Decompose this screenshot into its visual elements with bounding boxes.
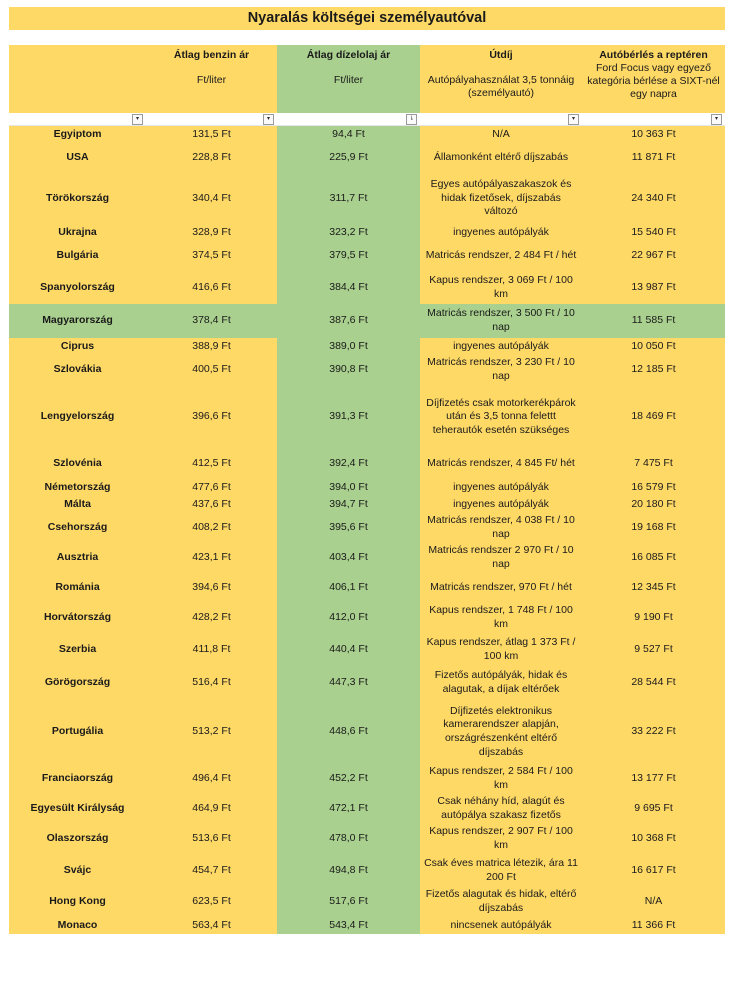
cell-rental-price: 11 366 Ft (582, 917, 725, 934)
sort-ascending-filter-icon[interactable]: ⇂ (406, 114, 417, 125)
cell-diesel-price: 225,9 Ft (277, 143, 420, 173)
table-row (9, 887, 725, 917)
cell-toll: Matricás rendszer 2 970 Ft / 10 nap (420, 543, 582, 573)
cell-diesel-price: 323,2 Ft (277, 224, 420, 241)
header-row (9, 45, 725, 113)
header-berles-sub: Ford Focus vagy egyező kategória bérlése a SIXT-nél egy napra (587, 62, 720, 100)
cell-rental-price: 10 050 Ft (582, 338, 725, 355)
cell-country: Görögország (9, 666, 146, 700)
cell-benzin-price: 412,5 Ft (146, 449, 277, 479)
cell-benzin-price: 394,6 Ft (146, 573, 277, 603)
cell-rental-price: 9 190 Ft (582, 603, 725, 633)
cell-country: USA (9, 143, 146, 173)
cell-country: Ciprus (9, 338, 146, 355)
table-row (9, 543, 725, 573)
table-row (9, 355, 725, 385)
cell-country: Portugália (9, 700, 146, 764)
cell-toll: ingyenes autópályák (420, 338, 582, 355)
filter-cell-dizel (277, 113, 420, 126)
cell-toll: Államonként eltérő díjszabás (420, 143, 582, 173)
cell-rental-price: 7 475 Ft (582, 449, 725, 479)
header-benzin-title: Átlag benzin ár (173, 49, 250, 61)
cell-toll: Kapus rendszer, 2 584 Ft / 100 km (420, 764, 582, 794)
cell-toll: ingyenes autópályák (420, 479, 582, 496)
table-row (9, 513, 725, 543)
cell-diesel-price: 395,6 Ft (277, 513, 420, 543)
table-row (9, 496, 725, 513)
cell-benzin-price: 396,6 Ft (146, 385, 277, 449)
filter-cell-utdij (420, 113, 582, 126)
cell-country: Románia (9, 573, 146, 603)
cell-rental-price: 16 579 Ft (582, 479, 725, 496)
cell-diesel-price: 448,6 Ft (277, 700, 420, 764)
filter-dropdown-icon[interactable]: ▾ (263, 114, 274, 125)
cell-benzin-price: 408,2 Ft (146, 513, 277, 543)
cell-toll: Fizetős alagutak és hidak, eltérő díjszabás (420, 887, 582, 917)
cell-rental-price: 19 168 Ft (582, 513, 725, 543)
header-dizel-title: Átlag dízelolaj ár (306, 49, 391, 61)
table-row (9, 126, 725, 143)
table-row (9, 385, 725, 449)
cell-diesel-price: 447,3 Ft (277, 666, 420, 700)
filter-cell-berles (582, 113, 725, 126)
cell-benzin-price: 477,6 Ft (146, 479, 277, 496)
filter-dropdown-icon[interactable]: ▾ (711, 114, 722, 125)
cell-rental-price: 10 368 Ft (582, 824, 725, 854)
table-row (9, 304, 725, 338)
cell-benzin-price: 464,9 Ft (146, 794, 277, 824)
cell-benzin-price: 400,5 Ft (146, 355, 277, 385)
filter-cell-country (9, 113, 146, 126)
cell-rental-price: 12 185 Ft (582, 355, 725, 385)
cell-country: Törökország (9, 173, 146, 224)
cell-toll: Fizetős autópályák, hidak és alagutak, a díjak eltérőek (420, 666, 582, 700)
cell-toll: ingyenes autópályák (420, 496, 582, 513)
header-utdij-sub: Autópályahasználat 3,5 tonnáig (személyautó) (427, 74, 575, 99)
cell-benzin-price: 388,9 Ft (146, 338, 277, 355)
cell-benzin-price: 496,4 Ft (146, 764, 277, 794)
cell-rental-price: 13 987 Ft (582, 271, 725, 304)
filter-dropdown-icon[interactable]: ▾ (568, 114, 579, 125)
cell-country: Ukrajna (9, 224, 146, 241)
cell-benzin-price: 378,4 Ft (146, 304, 277, 338)
cell-country: Magyarország (9, 304, 146, 338)
cell-toll: Csak néhány híd, alagút és autópálya szakasz fizetős (420, 794, 582, 824)
table-row (9, 271, 725, 304)
cell-diesel-price: 389,0 Ft (277, 338, 420, 355)
cell-toll: Kapus rendszer, 1 748 Ft / 100 km (420, 603, 582, 633)
cell-diesel-price: 379,5 Ft (277, 241, 420, 271)
cell-toll: Díjfizetés csak motorkerékpárok után és 3,5 tonna felettt teherautók esetén szükséges (420, 385, 582, 449)
cell-toll: Matricás rendszer, 970 Ft / hét (420, 573, 582, 603)
cell-benzin-price: 437,6 Ft (146, 496, 277, 513)
cell-diesel-price: 494,8 Ft (277, 854, 420, 887)
cell-rental-price: 9 695 Ft (582, 794, 725, 824)
cell-diesel-price: 478,0 Ft (277, 824, 420, 854)
cell-rental-price: 16 085 Ft (582, 543, 725, 573)
cell-rental-price: 18 469 Ft (582, 385, 725, 449)
cell-benzin-price: 516,4 Ft (146, 666, 277, 700)
cost-table (9, 45, 725, 934)
header-utdij (420, 45, 582, 113)
header-berles-title: Autóbérlés a reptéren (599, 49, 708, 61)
cell-diesel-price: 406,1 Ft (277, 573, 420, 603)
cell-benzin-price: 563,4 Ft (146, 917, 277, 934)
table-row (9, 700, 725, 764)
cell-rental-price: 33 222 Ft (582, 700, 725, 764)
cell-diesel-price: 543,4 Ft (277, 917, 420, 934)
table-row (9, 603, 725, 633)
cell-diesel-price: 412,0 Ft (277, 603, 420, 633)
cell-diesel-price: 390,8 Ft (277, 355, 420, 385)
cell-toll: nincsenek autópályák (420, 917, 582, 934)
cell-country: Lengyelország (9, 385, 146, 449)
cell-country: Ausztria (9, 543, 146, 573)
cell-rental-price: 10 363 Ft (582, 126, 725, 143)
table-row (9, 666, 725, 700)
cell-diesel-price: 472,1 Ft (277, 794, 420, 824)
cell-benzin-price: 374,5 Ft (146, 241, 277, 271)
cell-benzin-price: 340,4 Ft (146, 173, 277, 224)
header-dizel-unit: Ft/liter (333, 74, 364, 86)
header-dizel (277, 45, 420, 113)
cell-country: Bulgária (9, 241, 146, 271)
cell-rental-price: 28 544 Ft (582, 666, 725, 700)
cell-benzin-price: 428,2 Ft (146, 603, 277, 633)
filter-row (9, 113, 725, 126)
cell-benzin-price: 513,2 Ft (146, 700, 277, 764)
cell-country: Szerbia (9, 633, 146, 666)
cell-rental-price: N/A (582, 887, 725, 917)
cell-benzin-price: 416,6 Ft (146, 271, 277, 304)
table-row (9, 764, 725, 794)
cell-country: Hong Kong (9, 887, 146, 917)
cell-benzin-price: 454,7 Ft (146, 854, 277, 887)
cell-rental-price: 13 177 Ft (582, 764, 725, 794)
cell-country: Csehország (9, 513, 146, 543)
cell-toll: ingyenes autópályák (420, 224, 582, 241)
cell-country: Szlovákia (9, 355, 146, 385)
cell-country: Németország (9, 479, 146, 496)
table-row (9, 854, 725, 887)
cell-toll: Kapus rendszer, átlag 1 373 Ft / 100 km (420, 633, 582, 666)
cell-toll: N/A (420, 126, 582, 143)
cell-rental-price: 12 345 Ft (582, 573, 725, 603)
cell-benzin-price: 228,8 Ft (146, 143, 277, 173)
cell-diesel-price: 394,7 Ft (277, 496, 420, 513)
header-benzin-unit: Ft/liter (196, 74, 227, 86)
table-row (9, 224, 725, 241)
cell-country: Egyiptom (9, 126, 146, 143)
cell-benzin-price: 131,5 Ft (146, 126, 277, 143)
cell-country: Olaszország (9, 824, 146, 854)
header-berles (582, 45, 725, 113)
table-row (9, 479, 725, 496)
cell-toll: Matricás rendszer, 3 230 Ft / 10 nap (420, 355, 582, 385)
cell-rental-price: 11 871 Ft (582, 143, 725, 173)
sheet-title: Nyaralás költségei személyautóval (9, 7, 725, 30)
cell-rental-price: 24 340 Ft (582, 173, 725, 224)
cell-rental-price: 16 617 Ft (582, 854, 725, 887)
cell-toll: Egyes autópályaszakaszok és hidak fizetősek, díjszabás változó (420, 173, 582, 224)
cell-diesel-price: 311,7 Ft (277, 173, 420, 224)
cell-benzin-price: 328,9 Ft (146, 224, 277, 241)
table-row (9, 573, 725, 603)
table-row (9, 633, 725, 666)
cell-diesel-price: 517,6 Ft (277, 887, 420, 917)
cell-diesel-price: 387,6 Ft (277, 304, 420, 338)
cell-diesel-price: 384,4 Ft (277, 271, 420, 304)
table-row (9, 173, 725, 224)
table-row (9, 143, 725, 173)
cell-benzin-price: 513,6 Ft (146, 824, 277, 854)
cell-country: Horvátország (9, 603, 146, 633)
cell-rental-price: 15 540 Ft (582, 224, 725, 241)
table-row (9, 449, 725, 479)
cell-diesel-price: 391,3 Ft (277, 385, 420, 449)
filter-cell-benzin (146, 113, 277, 126)
cell-diesel-price: 452,2 Ft (277, 764, 420, 794)
cell-toll: Díjfizetés elektronikus kamerarendszer alapján, országrészenként eltérő díjszabás (420, 700, 582, 764)
cell-diesel-price: 94,4 Ft (277, 126, 420, 143)
cell-rental-price: 9 527 Ft (582, 633, 725, 666)
table-body (9, 126, 725, 934)
cell-diesel-price: 440,4 Ft (277, 633, 420, 666)
cell-country: Egyesült Királyság (9, 794, 146, 824)
table-row (9, 241, 725, 271)
header-country (9, 45, 146, 113)
cell-toll: Matricás rendszer, 2 484 Ft / hét (420, 241, 582, 271)
cell-rental-price: 11 585 Ft (582, 304, 725, 338)
table-row (9, 917, 725, 934)
cell-country: Spanyolország (9, 271, 146, 304)
cell-benzin-price: 423,1 Ft (146, 543, 277, 573)
cell-toll: Kapus rendszer, 3 069 Ft / 100 km (420, 271, 582, 304)
cell-country: Svájc (9, 854, 146, 887)
cell-toll: Matricás rendszer, 4 845 Ft/ hét (420, 449, 582, 479)
cell-diesel-price: 394,0 Ft (277, 479, 420, 496)
cell-country: Málta (9, 496, 146, 513)
header-utdij-title: Útdíj (489, 49, 513, 61)
table-row (9, 338, 725, 355)
cell-country: Szlovénia (9, 449, 146, 479)
cell-toll: Kapus rendszer, 2 907 Ft / 100 km (420, 824, 582, 854)
cell-benzin-price: 623,5 Ft (146, 887, 277, 917)
cell-toll: Matricás rendszer, 4 038 Ft / 10 nap (420, 513, 582, 543)
filter-dropdown-icon[interactable]: ▾ (132, 114, 143, 125)
cell-diesel-price: 403,4 Ft (277, 543, 420, 573)
cell-rental-price: 20 180 Ft (582, 496, 725, 513)
cell-toll: Csak éves matrica létezik, ára 11 200 Ft (420, 854, 582, 887)
cell-country: Monaco (9, 917, 146, 934)
cell-rental-price: 22 967 Ft (582, 241, 725, 271)
header-benzin (146, 45, 277, 113)
cell-country: Franciaország (9, 764, 146, 794)
table-row (9, 824, 725, 854)
cell-diesel-price: 392,4 Ft (277, 449, 420, 479)
cell-toll: Matricás rendszer, 3 500 Ft / 10 nap (420, 304, 582, 338)
table-row (9, 794, 725, 824)
cell-benzin-price: 411,8 Ft (146, 633, 277, 666)
